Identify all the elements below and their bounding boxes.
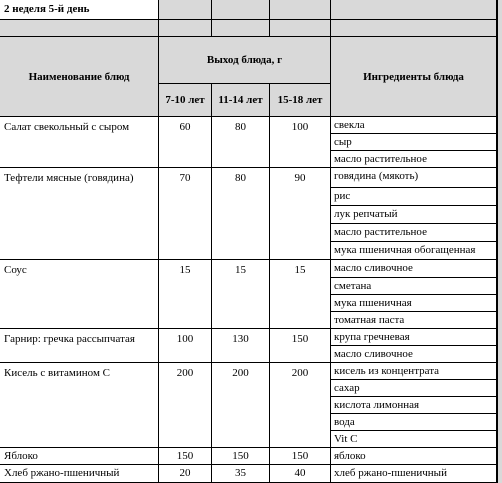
header-yield-group[interactable]: Выход блюда, г xyxy=(159,37,331,84)
header-age-7-10[interactable]: 7-10 лет xyxy=(159,84,212,117)
empty-cell[interactable] xyxy=(212,0,270,20)
yield-cell[interactable]: 130 xyxy=(212,329,270,363)
yield-cell[interactable]: 35 xyxy=(212,465,270,483)
yield-cell[interactable]: 200 xyxy=(159,363,212,448)
header-age-11-14[interactable]: 11-14 лет xyxy=(212,84,270,117)
yield-cell[interactable]: 90 xyxy=(270,168,331,260)
empty-cell[interactable] xyxy=(212,20,270,37)
empty-cell[interactable] xyxy=(270,0,331,20)
ingredient-cell[interactable]: мука пшеничная xyxy=(331,295,497,312)
ingredient-cell[interactable]: сметана xyxy=(331,278,497,295)
dish-name-cell[interactable]: Салат свекольный с сыром xyxy=(0,117,159,168)
ingredient-cell[interactable]: лук репчатый xyxy=(331,206,497,224)
dish-name-cell[interactable]: Тефтели мясные (говядина) xyxy=(0,168,159,260)
empty-cell[interactable] xyxy=(331,0,497,20)
ingredient-cell[interactable]: масло сливочное xyxy=(331,346,497,363)
yield-cell[interactable]: 150 xyxy=(212,448,270,465)
header-age-15-18[interactable]: 15-18 лет xyxy=(270,84,331,117)
ingredient-cell[interactable]: масло растительное xyxy=(331,151,497,168)
yield-cell[interactable]: 15 xyxy=(212,260,270,329)
yield-cell[interactable]: 15 xyxy=(270,260,331,329)
dish-name-cell[interactable]: Яблоко xyxy=(0,448,159,465)
ingredient-cell[interactable]: масло сливочное xyxy=(331,260,497,278)
dish-name-cell[interactable]: Соус xyxy=(0,260,159,329)
empty-cell[interactable] xyxy=(270,20,331,37)
empty-cell[interactable] xyxy=(331,20,497,37)
yield-cell[interactable]: 80 xyxy=(212,117,270,168)
yield-cell[interactable]: 80 xyxy=(212,168,270,260)
ingredient-cell[interactable]: говядина (мякоть) xyxy=(331,168,497,188)
yield-cell[interactable]: 200 xyxy=(212,363,270,448)
adjacent-column-strip[interactable] xyxy=(497,0,502,483)
ingredient-cell[interactable]: крупа гречневая xyxy=(331,329,497,346)
yield-cell[interactable]: 150 xyxy=(270,448,331,465)
ingredient-cell[interactable]: Vit C xyxy=(331,431,497,448)
ingredient-cell[interactable]: кислота лимонная xyxy=(331,397,497,414)
yield-cell[interactable]: 15 xyxy=(159,260,212,329)
yield-cell[interactable]: 150 xyxy=(270,329,331,363)
ingredient-cell[interactable]: сахар xyxy=(331,380,497,397)
ingredient-cell[interactable]: томатная паста xyxy=(331,312,497,329)
empty-cell[interactable] xyxy=(0,20,159,37)
ingredient-cell[interactable]: вода xyxy=(331,414,497,431)
ingredient-cell[interactable]: масло растительное xyxy=(331,224,497,242)
yield-cell[interactable]: 40 xyxy=(270,465,331,483)
ingredient-cell[interactable]: сыр xyxy=(331,134,497,151)
dish-name-cell[interactable]: Кисель с витамином С xyxy=(0,363,159,448)
ingredient-cell[interactable]: кисель из концентрата xyxy=(331,363,497,380)
yield-cell[interactable]: 200 xyxy=(270,363,331,448)
yield-cell[interactable]: 100 xyxy=(159,329,212,363)
ingredient-cell[interactable]: мука пшеничная обогащенная xyxy=(331,242,497,260)
ingredient-cell[interactable]: свекла xyxy=(331,117,497,134)
ingredient-cell[interactable]: яблоко xyxy=(331,448,497,465)
ingredient-cell[interactable]: хлеб ржано-пшеничный xyxy=(331,465,497,483)
yield-cell[interactable]: 70 xyxy=(159,168,212,260)
header-dish-name[interactable]: Наименование блюд xyxy=(0,37,159,117)
empty-cell[interactable] xyxy=(159,0,212,20)
sheet-title-cell[interactable]: 2 неделя 5-й день xyxy=(0,0,159,20)
dish-name-cell[interactable]: Гарнир: гречка рассыпчатая xyxy=(0,329,159,363)
yield-cell[interactable]: 20 xyxy=(159,465,212,483)
dish-name-cell[interactable]: Хлеб ржано-пшеничный xyxy=(0,465,159,483)
header-ingredients[interactable]: Ингредиенты блюда xyxy=(331,37,497,117)
empty-cell[interactable] xyxy=(159,20,212,37)
yield-cell[interactable]: 100 xyxy=(270,117,331,168)
ingredient-cell[interactable]: рис xyxy=(331,188,497,206)
yield-cell[interactable]: 150 xyxy=(159,448,212,465)
yield-cell[interactable]: 60 xyxy=(159,117,212,168)
